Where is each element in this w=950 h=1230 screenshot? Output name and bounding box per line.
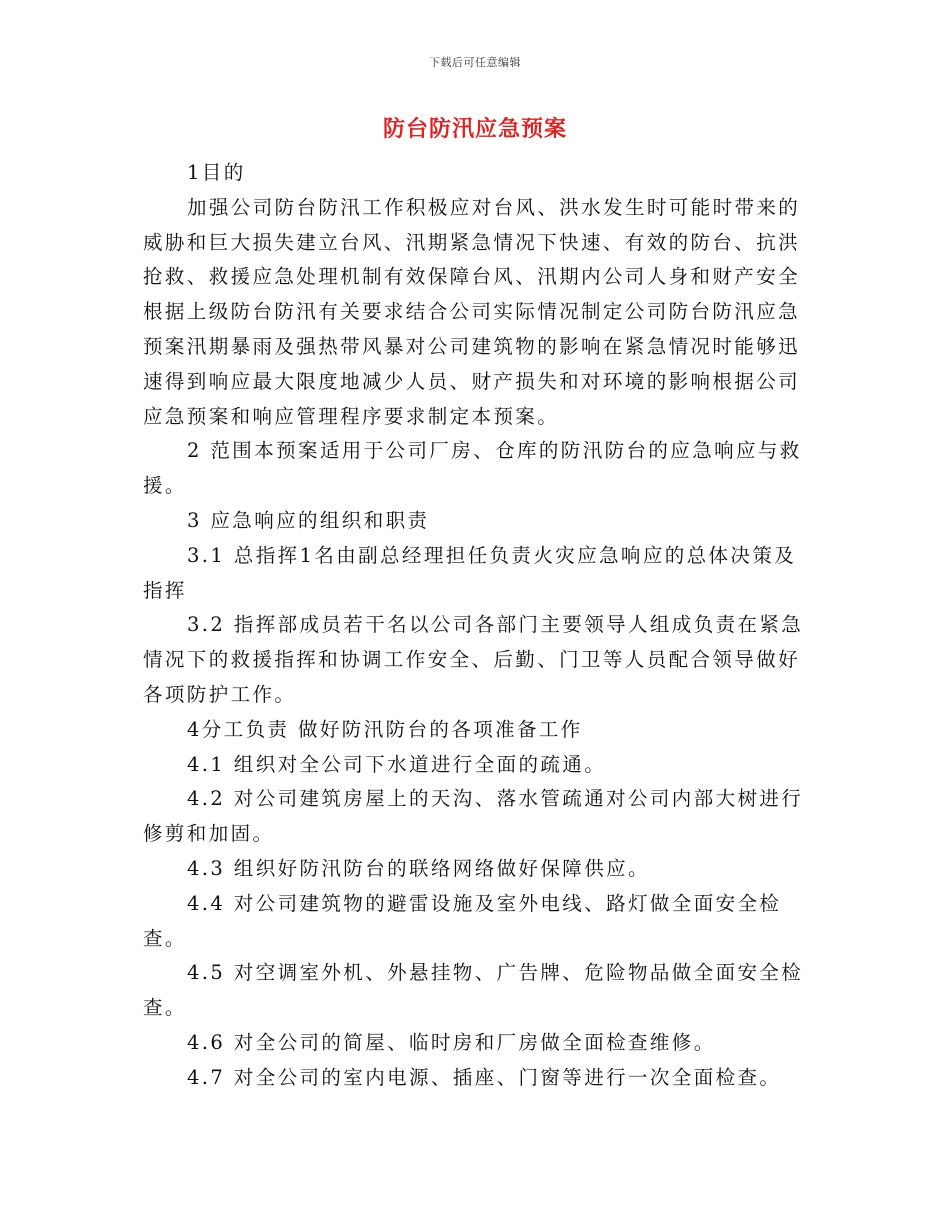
section-4-heading: 4分工负责 做好防汛防台的各项准备工作 xyxy=(187,717,583,741)
section-3-heading: 3 应急响应的组织和职责 xyxy=(187,508,430,532)
section-4-3: 4.3 组织好防汛防台的联络网络做好保障供应。 xyxy=(187,856,650,880)
section-3-2: 3.2 指挥部成员若干名以公司各部门主要领导人组成负责在紧急情况下的救援指挥和协调工作安全、后勤、门卫等人员配合领导做好各项防护工作。 xyxy=(143,613,804,706)
section-4-5: 4.5 对空调室外机、外悬挂物、广告牌、危险物品做全面安全检查。 xyxy=(143,961,804,1020)
section-1-heading: 1目的 xyxy=(187,161,246,184)
section-4-2: 4.2 对公司建筑房屋上的天沟、落水管疏通对公司内部大树进行修剪和加固。 xyxy=(143,787,804,846)
section-4-7: 4.7 对全公司的室内电源、插座、门窗等进行一次全面检查。 xyxy=(187,1065,782,1089)
document-title: 防台防汛应急预案 xyxy=(382,117,567,142)
page-header-note: 下载后可任意编辑 xyxy=(429,56,521,69)
section-4-1: 4.1 组织对全公司下水道进行全面的疏通。 xyxy=(187,752,607,776)
section-4-6: 4.6 对全公司的简屋、临时房和厂房做全面检查维修。 xyxy=(187,1030,716,1054)
section-1-body: 加强公司防台防汛工作积极应对台风、洪水发生时可能时带来的威胁和巨大损失建立台风、汛期紧急情况下快速、有效的防台、抗洪抢救、救援应急处理机制有效保障台风、汛期内公司人身和财产安全根据上级防台防汛有关要求结合公司实际情况制定公司防台防汛应急预案汛期暴雨及强热带风暴对公司建筑物的影响在紧急情况时能够迅速得到响应最大限度地减少人员、财产损失和对环境的影响根据公司应急预案和响应管理程序要求制定本预案。 xyxy=(143,195,801,428)
section-2-scope: 2 范围本预案适用于公司厂房、仓库的防汛防台的应急响应与救援。 xyxy=(143,439,802,498)
section-3-1: 3.1 总指挥1名由副总经理担任负责火灾应急响应的总体决策及指挥 xyxy=(143,543,797,602)
document-body xyxy=(143,156,811,1096)
section-4-4: 4.4 对公司建筑物的避雷设施及室外电线、路灯做全面安全检查。 xyxy=(143,891,782,950)
